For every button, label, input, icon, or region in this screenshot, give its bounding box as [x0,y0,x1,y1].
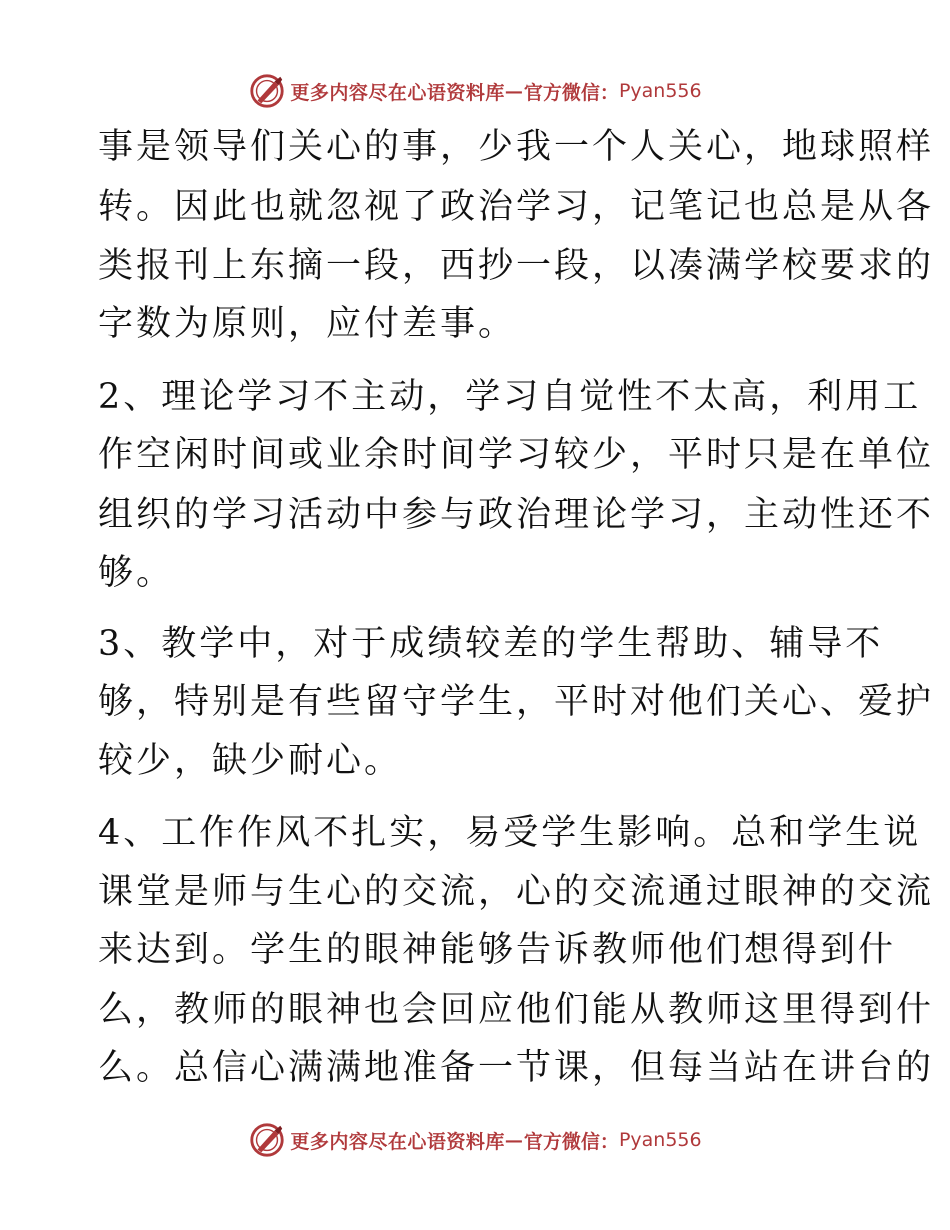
header-separator: — [504,80,524,102]
text-line: 4、工作作风不扎实，易受学生影响。总和学生说 [98,813,922,853]
text-line: 字数为原则，应付差事。 [98,304,517,344]
footer-wechat-label: 官方微信： [523,1130,619,1153]
footer-wechat-id: Pyan556 [618,1129,702,1151]
footer-banner [0,1120,950,1160]
text-line: 较少，缺少耐心。 [98,741,403,781]
text-line: 么。总信心满满地准备一节课，但每当站在讲台的 [98,1048,935,1088]
footer-slogan: 更多内容尽在心语资料库 [290,1130,505,1153]
text-line: 类报刊上东摘一段，西抄一段，以凑满学校要求的 [98,246,935,286]
text-line: 么，教师的眼神也会回应他们能从教师这里得到什 [98,990,935,1030]
text-line: 事是领导们关心的事，少我一个人关心，地球照样 [98,127,935,167]
text-line: 转。因此也就忽视了政治学习，记笔记也总是从各 [98,187,935,227]
header-slogan: 更多内容尽在心语资料库 [290,81,505,104]
header-wechat-id: Pyan556 [618,80,702,102]
text-line: 够。 [98,553,175,593]
footer-separator: — [504,1129,524,1151]
text-line: 组织的学习活动中参与政治理论学习，主动性还不 [98,495,935,535]
text-line: 来达到。学生的眼神能够告诉教师他们想得到什 [98,930,897,970]
pen-logo-icon [248,1121,286,1159]
text-line: 作空闲时间或业余时间学习较少，平时只是在单位 [98,435,935,475]
text-line: 够，特别是有些留守学生，平时对他们关心、爱护 [98,682,935,722]
text-line: 3、教学中，对于成绩较差的学生帮助、辅导不 [98,624,884,664]
text-line: 2、理论学习不主动，学习自觉性不太高，利用工 [98,377,922,417]
header-wechat-label: 官方微信： [523,81,619,104]
text-line: 课堂是师与生心的交流，心的交流通过眼神的交流 [98,872,935,912]
